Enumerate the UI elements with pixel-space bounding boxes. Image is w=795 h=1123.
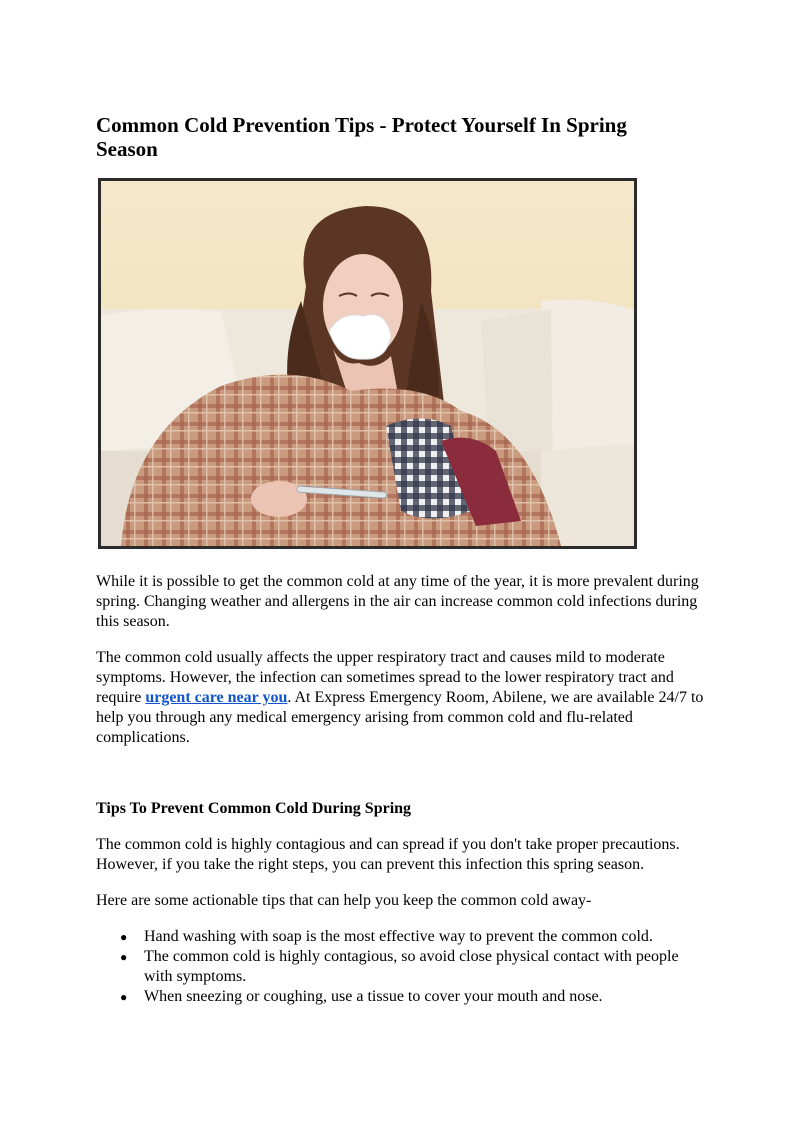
tip-text: When sneezing or coughing, use a tissue to cover your mouth and nose. <box>144 988 603 1005</box>
urgent-care-paragraph <box>96 648 706 748</box>
tip-text: The common cold is highly contagious, so avoid close physical contact with people with symptoms. <box>144 948 679 985</box>
contagious-paragraph: The common cold is highly contagious and can spread if you don't take proper precautions. However, if you take the right steps, you can prevent this infection this spring season. <box>96 836 680 873</box>
bullet-icon: ● <box>120 990 128 1004</box>
urgent-care-link[interactable]: urgent care near you <box>145 689 288 706</box>
photo-illustration <box>101 181 634 546</box>
urgent-care-paragraph-lead: The common cold usually affects the upper respiratory tract and causes mild to moderate symptoms. However, the infection can sometimes spread to the lower respiratory tract and require <box>96 649 674 706</box>
tips-list <box>96 927 706 1007</box>
section-heading: Tips To Prevent Common Cold During Spring <box>96 800 412 817</box>
bullet-icon: ● <box>120 950 128 964</box>
urgent-care-paragraph-tail: . At Express Emergency Room, Abilene, we are available 24/7 to help you through any medical emergency arising from common cold and flu-related complications. <box>96 689 704 746</box>
woman-with-cold-photo <box>98 178 637 549</box>
list-item <box>96 927 706 947</box>
list-item <box>96 987 706 1007</box>
bullet-icon: ● <box>120 930 128 944</box>
tip-text: Hand washing with soap is the most effective way to prevent the common cold. <box>144 928 653 945</box>
tips-intro-paragraph: Here are some actionable tips that can help you keep the common cold away- <box>96 892 592 909</box>
intro-paragraph: While it is possible to get the common cold at any time of the year, it is more prevalent during spring. Changing weather and allergens in the air can increase common cold infections during this season. <box>96 573 699 630</box>
list-item <box>96 947 706 987</box>
article-title: Common Cold Prevention Tips - Protect Yourself In Spring Season <box>96 113 627 161</box>
document-page <box>96 113 706 1007</box>
